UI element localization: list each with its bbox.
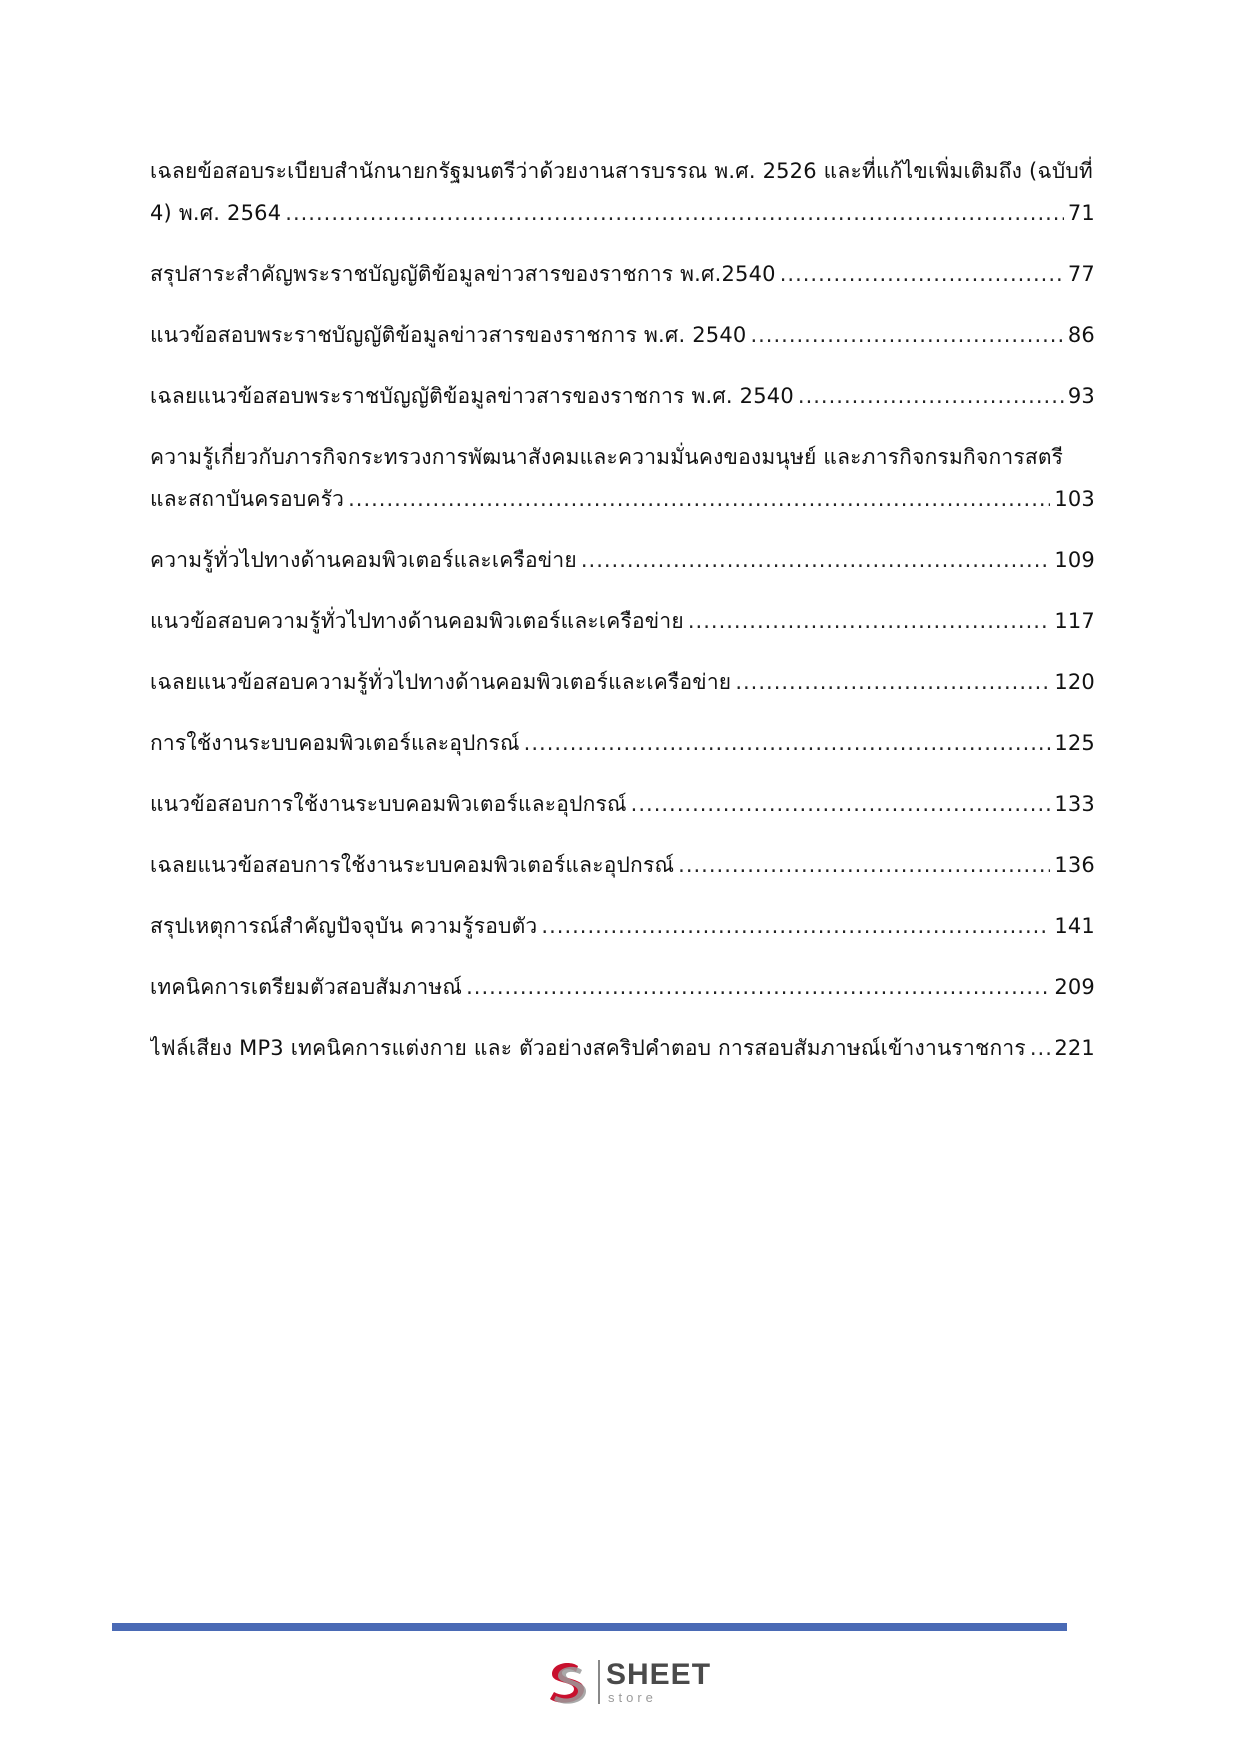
toc-entry-last-line: [150, 844, 1095, 886]
toc-page-number: 103: [1054, 487, 1095, 511]
toc-entry-last-line: [150, 1027, 1095, 1069]
toc-entry[interactable]: [150, 150, 1095, 234]
toc-entry[interactable]: [150, 661, 1095, 703]
toc-entry-last-line: [150, 192, 1095, 234]
dot-leader: [541, 905, 1050, 947]
logo-subword: store: [608, 1690, 657, 1705]
toc-entry-last-line: [150, 661, 1095, 703]
toc-entry-title: ไฟล์เสียง MP3 เทคนิคการแต่งกาย และ ตัวอย่างสคริปคำตอบ การสอบสัมภาษณ์เข้างานราชการ: [150, 1036, 1026, 1060]
toc-entry-title-line: เฉลยข้อสอบระเบียบสำนักนายกรัฐมนตรีว่าด้วยงานสารบรรณ พ.ศ. 2526 และที่แก้ไขเพิ่มเติมถึง (ฉบับที่: [150, 159, 1093, 183]
toc-entry[interactable]: [150, 314, 1095, 356]
toc-entry-last-line: [150, 478, 1095, 520]
toc-entry[interactable]: [150, 783, 1095, 825]
toc-entry[interactable]: [150, 722, 1095, 764]
dot-leader: [780, 253, 1064, 295]
dot-leader: [735, 661, 1050, 703]
s-logo-icon: [542, 1657, 592, 1707]
toc-page-number: 117: [1054, 609, 1095, 633]
toc-page-number: 133: [1054, 792, 1095, 816]
toc-entry[interactable]: [150, 966, 1095, 1008]
dot-leader: [750, 314, 1063, 356]
toc-entry-title: การใช้งานระบบคอมพิวเตอร์และอุปกรณ์: [150, 731, 520, 755]
toc-entry-last-line: [150, 314, 1095, 356]
dot-leader: [524, 722, 1051, 764]
toc-entry-title: ความรู้ทั่วไปทางด้านคอมพิวเตอร์และเครือข่าย: [150, 548, 577, 572]
toc-entry-last-line: [150, 966, 1095, 1008]
toc-page-number: 209: [1054, 975, 1095, 999]
logo-text: [606, 1660, 711, 1704]
toc-entry-last-line: [150, 539, 1095, 581]
toc-page-number: 77: [1067, 262, 1095, 286]
dot-leader: [348, 478, 1050, 520]
sheet-store-logo: [542, 1655, 711, 1709]
toc-page-number: 71: [1067, 201, 1095, 225]
toc-entry-last-line: [150, 722, 1095, 764]
toc-entry-title: แนวข้อสอบความรู้ทั่วไปทางด้านคอมพิวเตอร์และเครือข่าย: [150, 609, 684, 633]
toc-entry[interactable]: [150, 253, 1095, 295]
toc-page-number: 109: [1054, 548, 1095, 572]
toc-page-number: 141: [1054, 914, 1095, 938]
toc-page-number: 86: [1067, 323, 1095, 347]
toc-entry-last-line: [150, 905, 1095, 947]
dot-leader: [1030, 1027, 1050, 1069]
dot-leader: [581, 539, 1050, 581]
logo-word: SHEET: [606, 1658, 712, 1691]
toc-entry-title: เฉลยแนวข้อสอบความรู้ทั่วไปทางด้านคอมพิวเตอร์และเครือข่าย: [150, 670, 732, 694]
toc-entry-title: 4) พ.ศ. 2564: [150, 201, 282, 225]
dot-leader: [631, 783, 1051, 825]
toc-entry-title: เฉลยแนวข้อสอบการใช้งานระบบคอมพิวเตอร์และอุปกรณ์: [150, 853, 675, 877]
toc-entry-title: เฉลยแนวข้อสอบพระราชบัญญัติข้อมูลข่าวสารของราชการ พ.ศ. 2540: [150, 384, 794, 408]
toc-entry-title: สรุปสาระสำคัญพระราชบัญญัติข้อมูลข่าวสารของราชการ พ.ศ.2540: [150, 262, 776, 286]
logo-separator: [598, 1660, 600, 1704]
toc-page-number: 93: [1067, 384, 1095, 408]
toc-page-number: 221: [1054, 1036, 1095, 1060]
toc-entry-title: แนวข้อสอบการใช้งานระบบคอมพิวเตอร์และอุปกรณ์: [150, 792, 627, 816]
toc-entry-title: และสถาบันครอบครัว: [150, 487, 345, 511]
dot-leader: [688, 600, 1050, 642]
toc-entry[interactable]: [150, 436, 1095, 520]
toc-entry[interactable]: [150, 1027, 1095, 1069]
toc-entry-title: เทคนิคการเตรียมตัวสอบสัมภาษณ์: [150, 975, 463, 999]
toc-page-number: 120: [1054, 670, 1095, 694]
dot-leader: [678, 844, 1050, 886]
toc-entry[interactable]: [150, 600, 1095, 642]
dot-leader: [285, 192, 1064, 234]
toc-entry-title: สรุปเหตุการณ์สำคัญปัจจุบัน ความรู้รอบตัว: [150, 914, 538, 938]
toc-entry[interactable]: [150, 375, 1095, 417]
toc-entry-title-line: ความรู้เกี่ยวกับภารกิจกระทรวงการพัฒนาสังคมและความมั่นคงของมนุษย์ และภารกิจกรมกิจการสตรี: [150, 445, 1064, 469]
toc-entry[interactable]: [150, 905, 1095, 947]
toc-page-number: 125: [1054, 731, 1095, 755]
toc-entry-last-line: [150, 253, 1095, 295]
footer-divider: [112, 1623, 1067, 1631]
toc-entry-last-line: [150, 600, 1095, 642]
table-of-contents: [150, 150, 1095, 1069]
dot-leader: [798, 375, 1064, 417]
toc-entry-last-line: [150, 375, 1095, 417]
toc-page-number: 136: [1054, 853, 1095, 877]
toc-entry-title: แนวข้อสอบพระราชบัญญัติข้อมูลข่าวสารของราชการ พ.ศ. 2540: [150, 323, 747, 347]
toc-entry-last-line: [150, 783, 1095, 825]
toc-entry[interactable]: [150, 539, 1095, 581]
dot-leader: [466, 966, 1050, 1008]
toc-entry[interactable]: [150, 844, 1095, 886]
